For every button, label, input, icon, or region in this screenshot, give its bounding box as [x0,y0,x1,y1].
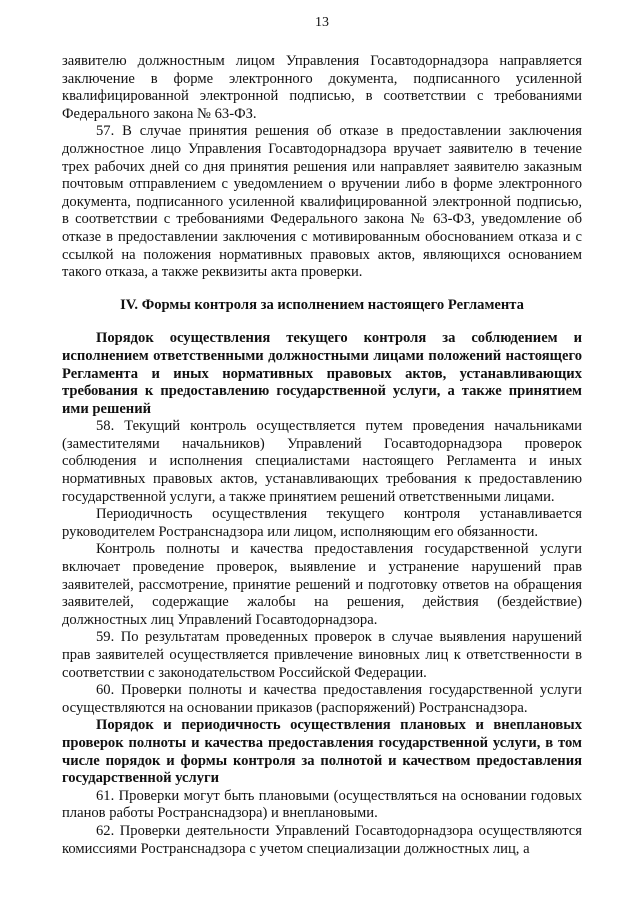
page-number: 13 [315,15,329,30]
subheading-inspections: Порядок и периодичность осуществления плановых и внеплановых проверок полноты и качества предоставления государственной услуги, в том числе порядок и формы контроля за полнотой и качеством предоставления государственной услуги [62,717,582,787]
paragraph-60: 60. Проверки полноты и качества предоставления государственной услуги осуществляются на основании приказов (распоряжений) Ространснадзора. [62,682,582,716]
paragraph-61: 61. Проверки могут быть плановыми (осуществляться на основании годовых планов работы Ространснадзора) и внеплановыми. [62,787,582,822]
paragraph-62: 62. Проверки деятельности Управлений Госавтодорнадзора осуществляются комиссиями Ространснадзора с учетом специализации должностных лиц, а [62,822,582,857]
document-page [62,14,582,858]
paragraph-continuation: заявителю должностным лицом Управления Госавтодорнадзора направляется заключение в форме электронного документа, подписанного усиленной квалифицированной электронной подписью, в соответствии с требованиями Федерального закона № 63-ФЗ. [62,53,582,122]
paragraph-57: 57. В случае принятия решения об отказе в предоставлении заключения должностное лицо Управления Госавтодорнадзора вручает заявителю в течение трех рабочих дней со дня принятия решения или направляет заявителю заказным почтовым отправлением с уведомлением о вручении либо в форме электронного документа, подписанного усиленной квалифицированной электронной подписью, в соответствии с требованиями Федерального закона № 63-ФЗ, уведомление об отказе в предоставлении заключения с мотивированным обоснованием отказа и с ссылкой на положения нормативных правовых актов, являющихся основанием такого отказа, а также реквизиты акта проверки. [62,123,582,281]
section-heading: IV. Формы контроля за исполнением настоящего Регламента [120,296,524,313]
subheading-current-control: Порядок осуществления текущего контроля за соблюдением и исполнением ответственными должностными лицами положений настоящего Регламента и иных нормативных правовых актов, устанавливающих требования к предоставлению государственной услуги, а также принятием ими решений [62,330,582,417]
paragraph-58-quality-control: Контроль полноты и качества предоставления государственной услуги включает проведение проверок, выявление и устранение нарушений прав заявителей, рассмотрение, принятие решений и подготовку ответов на обращения заявителей, содержащие жалобы на решения, действия (бездействие) должностных лиц Управлений Госавтодорнадзора. [62,541,582,628]
paragraph-58-periodicity: Периодичность осуществления текущего контроля устанавливается руководителем Ространснадзора или лицом, исполняющим его обязанности. [62,506,582,540]
paragraph-59: 59. По результатам проведенных проверок в случае выявления нарушений прав заявителей осуществляется привлечение виновных лиц к ответственности в соответствии с законодательством Российской Федерации. [62,629,582,681]
paragraph-58: 58. Текущий контроль осуществляется путем проведения начальниками (заместителями начальников) Управлений Госавтодорнадзора проверок соблюдения и исполнения специалистами настоящего Регламента и иных нормативных правовых актов, устанавливающих требования к предоставлению государственной услуги, а также принятием решений ответственными лицами. [62,418,582,505]
